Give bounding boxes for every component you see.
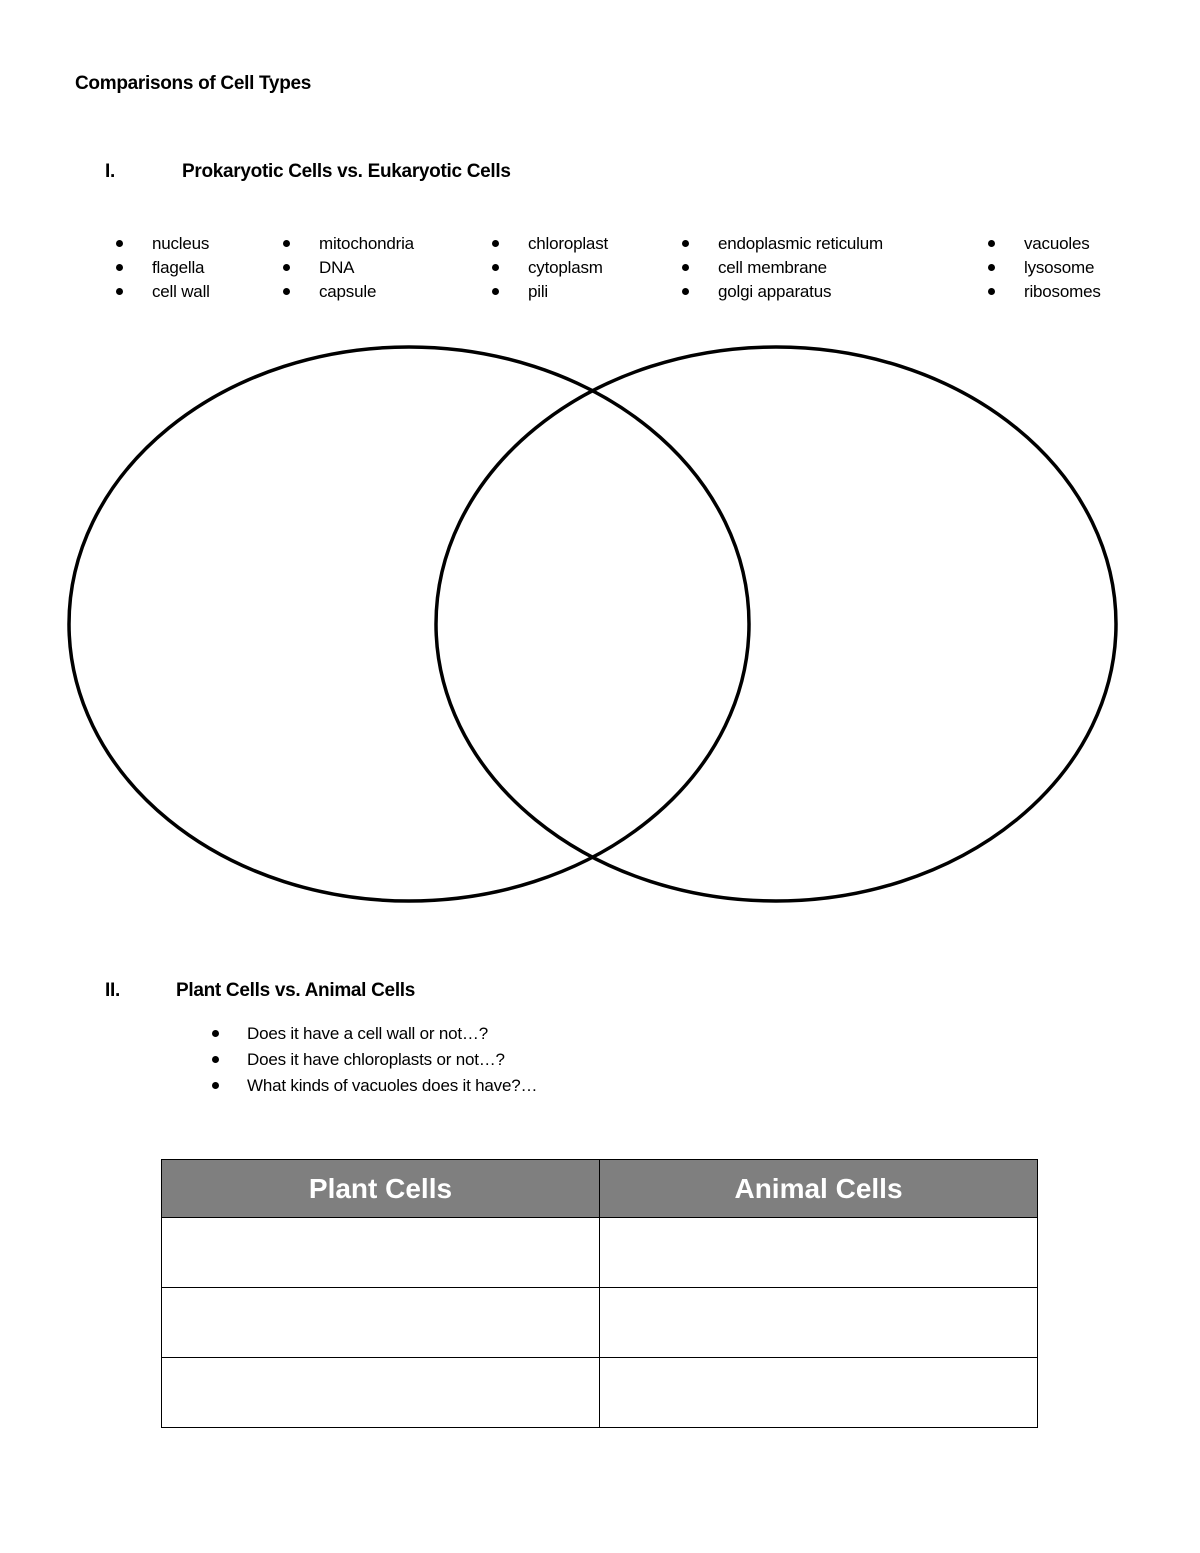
term-list-column-3: [492, 232, 608, 304]
section-1-heading: [105, 161, 605, 187]
table-header-row: [162, 1160, 1038, 1218]
question-item: Does it have a cell wall or not…?: [212, 1021, 537, 1047]
term-list-column-1: [116, 232, 210, 304]
term-item: chloroplast: [492, 232, 608, 256]
table-cell[interactable]: [162, 1288, 600, 1358]
question-item: Does it have chloroplasts or not…?: [212, 1047, 537, 1073]
question-list: [212, 1021, 537, 1099]
term-item: flagella: [116, 256, 210, 280]
table-row: [162, 1288, 1038, 1358]
term-item: lysosome: [988, 256, 1101, 280]
table-cell[interactable]: [162, 1358, 600, 1428]
term-item: capsule: [283, 280, 414, 304]
term-list-column-4: [682, 232, 883, 304]
table-cell[interactable]: [600, 1288, 1038, 1358]
term-list-column-5: [988, 232, 1101, 304]
term-item: cytoplasm: [492, 256, 608, 280]
plant-cells-header: Plant Cells: [162, 1160, 600, 1218]
document-title: Comparisons of Cell Types: [75, 73, 312, 94]
term-item: vacuoles: [988, 232, 1101, 256]
term-item: pili: [492, 280, 608, 304]
table-cell[interactable]: [600, 1358, 1038, 1428]
table-cell[interactable]: [600, 1218, 1038, 1288]
animal-cells-header: Animal Cells: [600, 1160, 1038, 1218]
term-item: cell membrane: [682, 256, 883, 280]
venn-circle-right: [436, 347, 1116, 901]
section-1-title: Prokaryotic Cells vs. Eukaryotic Cells: [182, 161, 511, 182]
term-item: mitochondria: [283, 232, 414, 256]
comparison-table: [161, 1159, 1038, 1428]
term-item: golgi apparatus: [682, 280, 883, 304]
venn-circle-left: [69, 347, 749, 901]
term-item: nucleus: [116, 232, 210, 256]
term-item: DNA: [283, 256, 414, 280]
section-2-heading: [105, 980, 605, 1006]
section-2-title: Plant Cells vs. Animal Cells: [176, 980, 416, 1001]
term-item: endoplasmic reticulum: [682, 232, 883, 256]
venn-diagram: [0, 330, 1200, 920]
term-item: cell wall: [116, 280, 210, 304]
term-list-column-2: [283, 232, 414, 304]
section-1-numeral: I.: [105, 161, 115, 182]
term-item: ribosomes: [988, 280, 1101, 304]
table-row: [162, 1218, 1038, 1288]
question-item: What kinds of vacuoles does it have?…: [212, 1073, 537, 1099]
section-2-numeral: II.: [105, 980, 120, 1001]
table-cell[interactable]: [162, 1218, 600, 1288]
table-row: [162, 1358, 1038, 1428]
